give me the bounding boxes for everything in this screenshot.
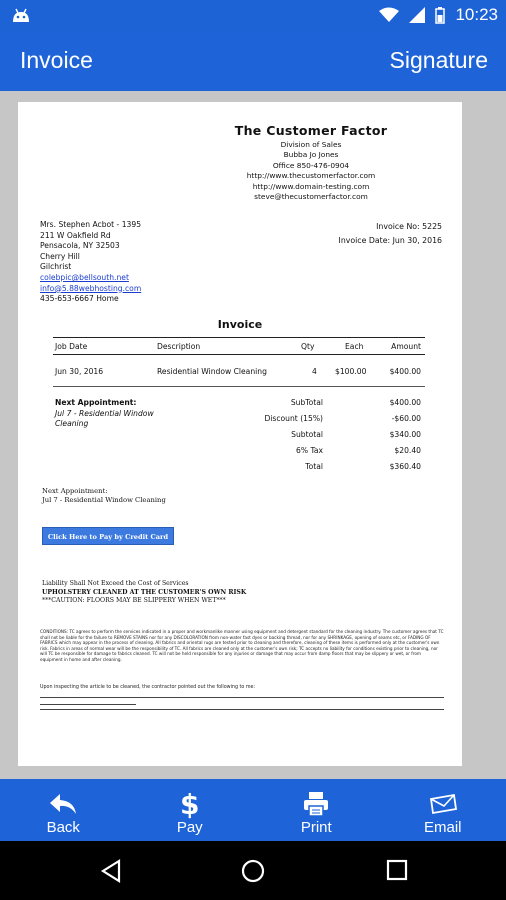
customer-line: Mrs. Stephen Acbot - 1395 <box>40 220 142 229</box>
table-header <box>53 337 425 355</box>
total-label: 6% Tax <box>296 446 323 455</box>
company-line: http://www.domain-testing.com <box>252 181 370 191</box>
printer-icon <box>302 791 330 817</box>
signature-button[interactable]: Signature <box>389 47 488 73</box>
company-header <box>216 123 406 203</box>
company-line: Bubba Jo Jones <box>283 150 339 159</box>
next-appointment-footer-value: Jul 7 - Residential Window Cleaning <box>42 495 166 504</box>
divider <box>40 697 444 698</box>
total-value: $400.00 <box>389 398 421 407</box>
total-label: Subtotal <box>291 430 323 439</box>
cell-amount: $400.00 <box>389 367 421 376</box>
cell-each: $100.00 <box>335 367 367 376</box>
next-appointment-footer-label: Next Appointment: <box>42 487 108 495</box>
policy-notes <box>42 580 246 606</box>
invoice-date: Invoice Date: Jun 30, 2016 <box>338 236 442 245</box>
print-label: Print <box>300 819 332 836</box>
totals-section <box>53 392 425 482</box>
company-line: Office 850-476-0904 <box>272 160 350 170</box>
total-label: Total <box>305 462 323 471</box>
invoice-document <box>18 102 462 766</box>
next-appointment-footer <box>42 487 166 504</box>
status-bar <box>0 0 506 31</box>
divider <box>40 709 444 710</box>
email-label: Email <box>423 819 462 836</box>
table-row <box>53 361 425 387</box>
app-bar <box>0 31 506 91</box>
back-label: Back <box>46 819 80 836</box>
upholstery-note: UPHOLSTERY CLEANED AT THE CUSTOMER'S OWN RISK <box>42 588 247 596</box>
nav-recents-icon[interactable] <box>386 859 408 881</box>
total-value: $340.00 <box>389 430 421 439</box>
customer-line: 211 W Oakfield Rd <box>40 230 111 240</box>
terms-conditions: CONDITIONS: TC agrees to perform the services indicated in a proper and workmanlike manner using equipment and detergent standard for the cleaning industry. The customer agrees that TC shall not be liable for the failure to REMOVE STAINS nor for any DISCOLORATION from non-water fast dyes or backing thread, nor for any SHRINKAGE, opening of seams etc, or FADING OF FABRICS which may appear in the process of cleaning. All fabrics and oriental rugs are tested prior to cleaning and therefore, cleaning of these items is performed only at the customer's own risk. Fabrics in areas of normal wear will be the responsibility of TC. All fabrics are cleaned only at the customer's own risk; TC accepts no liability for conditions existing prior to cleaning, nor will TC be responsible for damage to fabrics cleaned. TC will not be held responsible for any injuries or damage that may occur from damp floors that may be slippery or wet, or from equipment in home and after cleaning. <box>40 629 444 662</box>
status-time: 10:23 <box>455 5 498 24</box>
pay-label: Pay <box>176 819 203 836</box>
company-line: Division of Sales <box>280 139 342 149</box>
line-items-table <box>53 337 425 387</box>
customer-line: Gilchrist <box>40 262 72 272</box>
caution-note: ***CAUTION: FLOORS MAY BE SLIPPERY WHEN WET*** <box>42 597 226 605</box>
cell-qty: 4 <box>312 367 317 376</box>
next-appointment <box>55 398 175 430</box>
cell-description: Residential Window Cleaning <box>157 367 267 376</box>
col-job-date: Job Date <box>55 342 88 351</box>
total-value: -$60.00 <box>391 414 421 423</box>
customer-info <box>40 220 141 305</box>
pay-button[interactable] <box>127 779 254 841</box>
wifi-icon <box>379 7 399 23</box>
invoice-meta <box>339 220 442 248</box>
reply-icon <box>48 792 78 816</box>
company-name: The Customer Factor <box>234 123 388 138</box>
next-appointment-label: Next Appointment: <box>55 398 137 407</box>
customer-email-link[interactable]: colebpic@bellsouth.net <box>40 272 129 282</box>
pay-credit-card-button[interactable]: Click Here to Pay by Credit Card <box>42 527 174 545</box>
battery-icon <box>435 7 445 24</box>
customer-line: Pensacola, NY 32503 <box>40 241 120 251</box>
company-line: steve@thecustomerfactor.com <box>254 192 368 201</box>
inspection-note: Upon inspecting the article to be cleaned, the contractor pointed out the following to me: <box>40 685 256 690</box>
nav-home-icon[interactable] <box>241 859 265 883</box>
customer-phone: 435-653-6667 Home <box>40 294 119 304</box>
bottom-toolbar <box>0 779 506 841</box>
customer-email-link[interactable]: info@5.88webhosting.com <box>40 283 142 293</box>
print-button[interactable] <box>253 779 380 841</box>
customer-line: Cherry Hill <box>40 251 80 261</box>
col-qty: Qty <box>301 342 315 351</box>
total-label: SubTotal <box>290 398 323 407</box>
nav-back-icon[interactable] <box>100 859 122 883</box>
cell-job-date: Jun 30, 2016 <box>55 367 104 376</box>
invoice-preview-area[interactable] <box>0 91 506 779</box>
dollar-icon: $ <box>180 787 200 821</box>
col-description: Description <box>157 342 201 351</box>
invoice-title: Invoice <box>217 318 263 331</box>
email-button[interactable] <box>380 779 506 841</box>
col-amount: Amount <box>391 342 421 351</box>
next-appointment-value: Jul 7 - Residential Window Cleaning <box>55 408 154 428</box>
system-nav-bar <box>0 841 506 900</box>
page-title: Invoice <box>20 47 93 73</box>
total-value: $360.40 <box>389 462 421 471</box>
envelope-icon <box>428 793 458 815</box>
total-label: Discount (15%) <box>264 414 323 423</box>
company-line: http://www.thecustomerfactor.com <box>246 171 376 180</box>
invoice-number: Invoice No: 5225 <box>376 222 442 231</box>
col-each: Each <box>345 342 364 351</box>
back-button[interactable] <box>0 779 127 841</box>
signal-icon <box>409 7 425 23</box>
liability-note: Liability Shall Not Exceed the Cost of Services <box>42 580 189 587</box>
divider <box>40 704 136 705</box>
android-icon <box>10 6 32 24</box>
total-value: $20.40 <box>394 446 421 455</box>
